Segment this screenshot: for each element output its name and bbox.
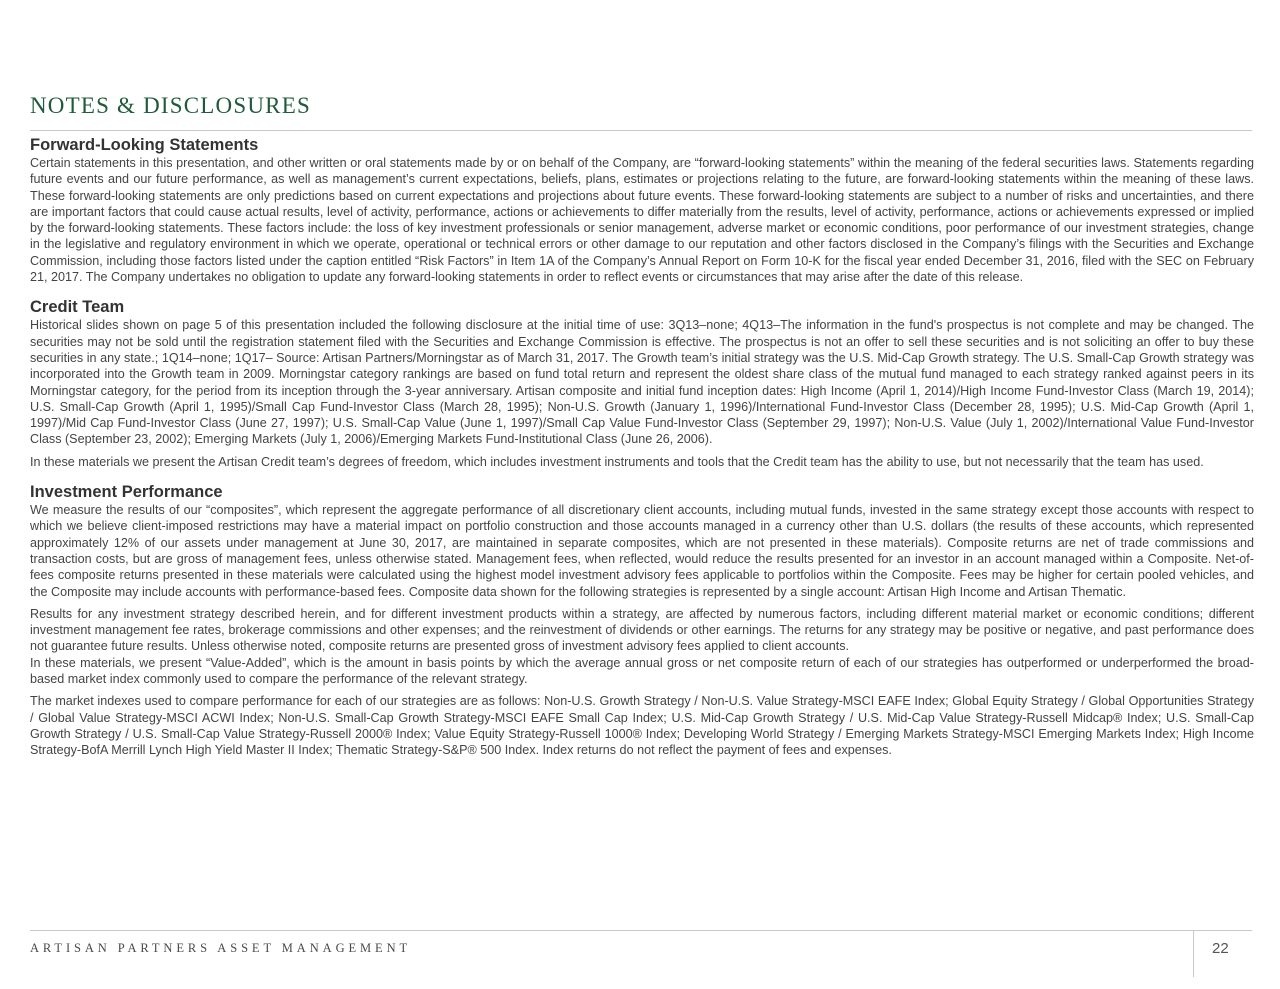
- section-heading-investment-performance: Investment Performance: [30, 483, 223, 502]
- footer-divider: [30, 930, 1252, 931]
- section-heading-forward-looking: Forward-Looking Statements: [30, 136, 259, 154]
- disclosure-content: [30, 135, 1254, 759]
- investment-performance-paragraph-3: In these materials, we present “Value-Added”, which is the amount in basis points by which the average annual gross or net composite return of each of our strategies has outperformed or underperformed the broad-based market index commonly used to compare the performance of the relevant strategy.: [30, 655, 1254, 687]
- investment-performance-paragraph-4: The market indexes used to compare performance for each of our strategies are as follows: Non-U.S. Growth Strategy / Non-U.S. Value Strategy-MSCI EAFE Index; Global Equity Strategy / Global Opportunities Strategy / Global Value Strategy-MSCI ACWI Index; Non-U.S. Small-Cap Growth Strategy-MSCI EAFE Small Cap Index; U.S. Mid-Cap Growth Strategy / U.S. Mid-Cap Value Strategy-Russell Midcap® Index; U.S. Small-Cap Growth Strategy / U.S. Small-Cap Value Strategy-Russell 2000® Index; Value Equity Strategy-Russell 1000® Index; Developing World Strategy / Emerging Markets Strategy-MSCI Emerging Markets Index; High Income Strategy-BofA Merrill Lynch High Yield Master II Index; Thematic Strategy-S&P® 500 Index. Index returns do not reflect the payment of fees and expenses.: [30, 694, 1254, 758]
- credit-team-paragraph-1: Historical slides shown on page 5 of this presentation included the following disclosure at the initial time of use: 3Q13–none; 4Q13–The information in the fund's prospectus is not complete and may be changed. The securities may not be sold until the registration statement filed with the Securities and Exchange Commission is effective. The prospectus is not an offer to sell these securities and is not soliciting an offer to buy these securities in any state.; 1Q14–none; 1Q17– Source: Artisan Partners/Morningstar as of March 31, 2017. The Growth team’s initial strategy was the U.S. Mid-Cap Growth strategy. The U.S. Small-Cap Growth strategy was incorporated into the Growth team in 2009. Morningstar category rankings are based on fund total return and represent the oldest share class of the mutual fund managed to each strategy ranked against peers in its Morningstar category, for the period from its inception through the 3-year anniversary. Artisan composite and initial fund inception dates: High Income (April 1, 2014)/High Income Fund-Investor Class (March 19, 2014); U.S. Small-Cap Growth (April 1, 1995)/Small Cap Fund-Investor Class (March 28, 1995); Non-U.S. Growth (January 1, 1996)/International Fund-Investor Class (December 28, 1995); U.S. Mid-Cap Growth (April 1, 1997)/Mid Cap Fund-Investor Class (June 27, 1997); U.S. Small-Cap Value (June 1, 1997)/Small Cap Value Fund-Investor Class (September 29, 1997); Non-U.S. Value (July 1, 2002)/International Value Fund-Investor Class (September 23, 2002); Emerging Markets (July 1, 2006)/Emerging Markets Fund-Institutional Class (June 26, 2006).: [30, 318, 1254, 447]
- investment-performance-paragraph-1: We measure the results of our “composites”, which represent the aggregate performance of all discretionary client accounts, including mutual funds, invested in the same strategy except those accounts with respect to which we believe client-imposed restrictions may have a material impact on portfolio construction and those accounts managed in a currency other than U.S. dollars (the results of these accounts, which represented approximately 12% of our assets under management at June 30, 2017, are maintained in separate composites, which are not presented in these materials). Composite returns are net of trade commissions and transaction costs, but are gross of management fees, unless otherwise stated. Management fees, when reflected, would reduce the results presented for an investor in an account managed within a Composite. Net-of-fees composite returns presented in these materials were calculated using the highest model investment advisory fees applicable to portfolios within the Composite. Fees may be higher for certain pooled vehicles, and the Composite may include accounts with performance-based fees. Composite data shown for the following strategies is represented by a single account: Artisan High Income and Artisan Thematic.: [30, 503, 1254, 599]
- firm-name: ARTISAN PARTNERS ASSET MANAGEMENT: [30, 941, 412, 955]
- page-number: 22: [1212, 940, 1229, 957]
- footer-vertical-divider: [1193, 930, 1194, 977]
- page-title: NOTES & DISCLOSURES: [30, 93, 311, 118]
- investment-performance-paragraph-2: Results for any investment strategy described herein, and for different investment products within a strategy, are affected by numerous factors, including different material market or economic conditions; different investment management fee rates, brokerage commissions and other expenses; and the reinvestment of dividends or other earnings. The returns for any strategy may be positive or negative, and past performance does not guarantee future results. Unless otherwise noted, composite returns are presented gross of investment advisory fees applied to client accounts.: [30, 606, 1254, 654]
- title-divider: [30, 130, 1252, 131]
- forward-looking-paragraph: Certain statements in this presentation, and other written or oral statements made by or on behalf of the Company, are “forward-looking statements” within the meaning of the federal securities laws. Statements regarding future events and our future performance, as well as management’s current expectations, beliefs, plans, estimates or projections relating to the future, are forward-looking statements within the meaning of these laws. These forward-looking statements are only predictions based on current expectations and projections about future events. These forward-looking statements are subject to a number of risks and uncertainties, and there are important factors that could cause actual results, level of activity, performance, actions or achievements to differ materially from the results, level of activity, performance, actions or achievements expressed or implied by the forward-looking statements. These factors include: the loss of key investment professionals or senior management, adverse market or economic conditions, poor performance of our investment strategies, change in the legislative and regulatory environment in which we operate, operational or technical errors or other damage to our reputation and other factors disclosed in the Company’s filings with the Securities and Exchange Commission, including those factors listed under the caption entitled “Risk Factors” in Item 1A of the Company’s Annual Report on Form 10-K for the fiscal year ended December 31, 2016, filed with the SEC on February 21, 2017. The Company undertakes no obligation to update any forward-looking statements in order to reflect events or circumstances that may arise after the date of this release.: [30, 156, 1254, 285]
- credit-team-paragraph-2: In these materials we present the Artisan Credit team’s degrees of freedom, which includes investment instruments and tools that the Credit team has the ability to use, but not necessarily that the team has used.: [30, 454, 1204, 469]
- section-heading-credit-team: Credit Team: [30, 298, 125, 317]
